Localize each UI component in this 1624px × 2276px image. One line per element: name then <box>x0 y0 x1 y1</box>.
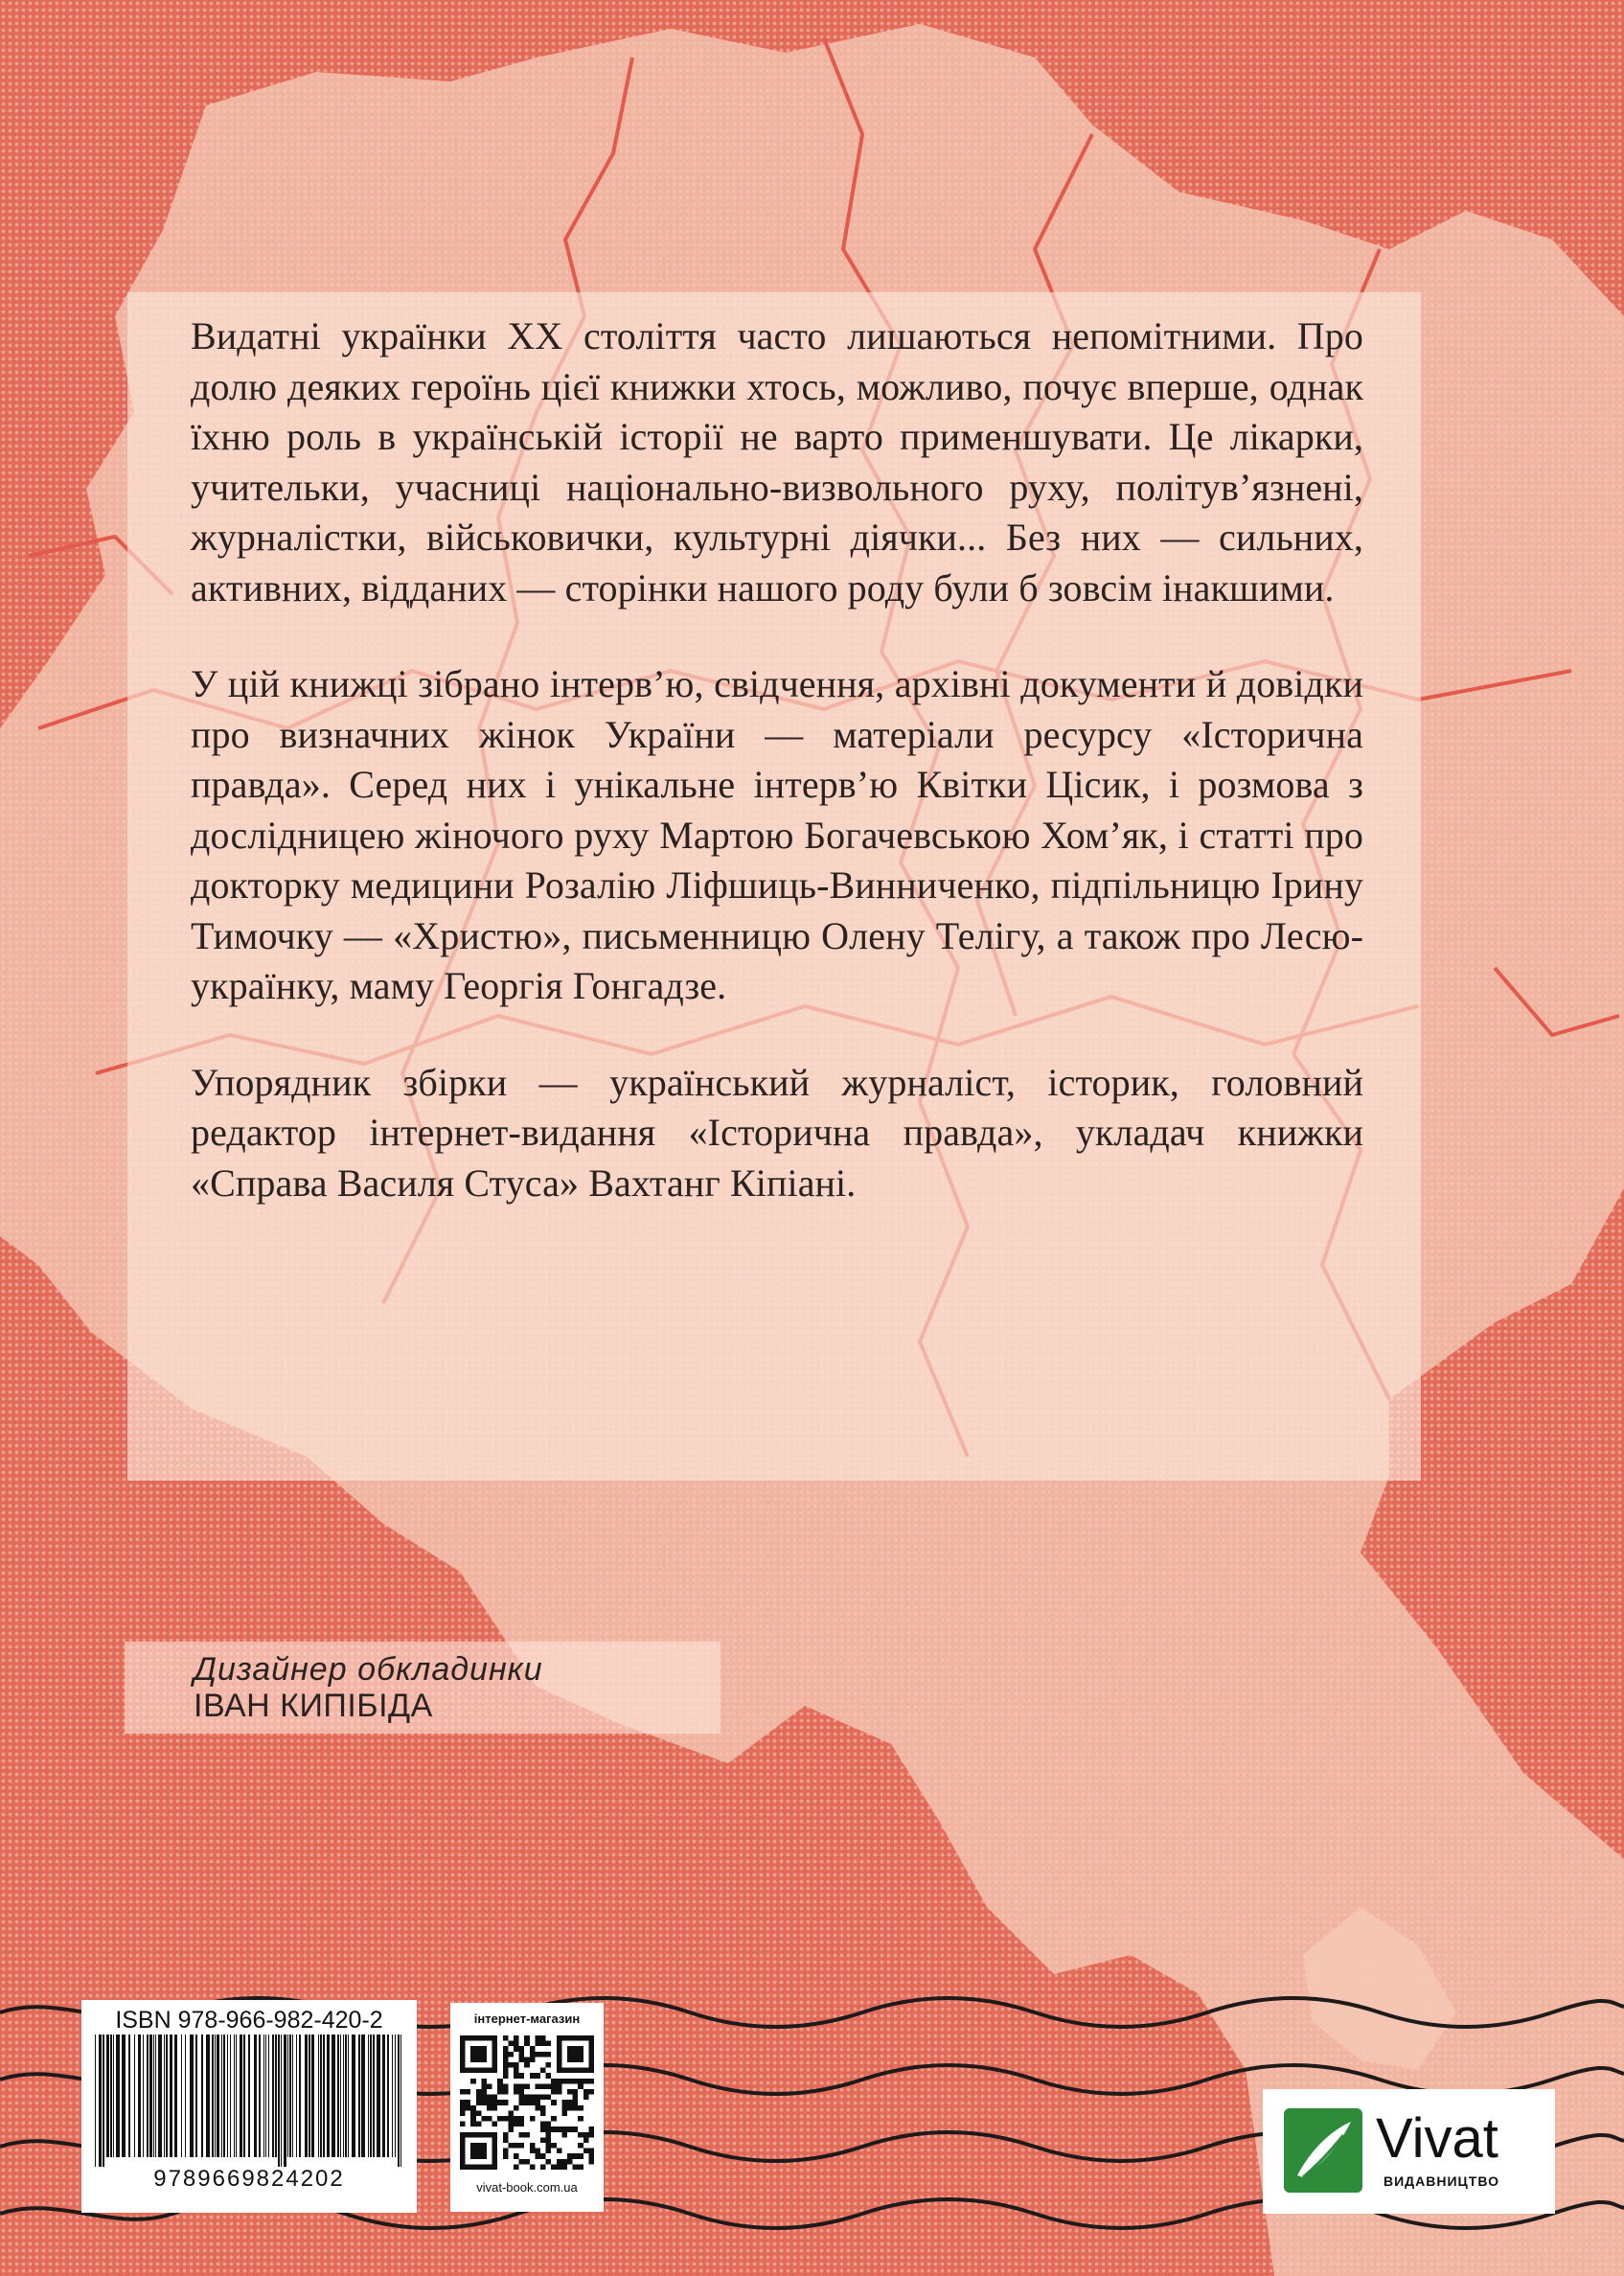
description-paragraph-3: Упорядник збірки — український журналіст, історик, головний редактор інтернет-видання «Історична правда», укладач книжки «Справа Василя Стуса» Вахтанг Кіпіані. <box>191 1060 1363 1205</box>
barcode-digits: 9789669824202 <box>153 2166 345 2192</box>
qr-caption-url: vivat-book.com.ua <box>476 2180 578 2195</box>
description-panel <box>127 292 1421 1481</box>
barcode-icon <box>91 2035 407 2167</box>
qr-code-icon <box>460 2035 594 2170</box>
designer-credit <box>125 1642 721 1734</box>
isbn-number: ISBN 978-966-982-420-2 <box>115 2007 383 2034</box>
designer-role: Дизайнер обкладинки <box>194 1651 543 1688</box>
vivat-leaf-icon <box>1284 2108 1362 2193</box>
publisher-logo <box>1263 2089 1555 2214</box>
publisher-name: Vivat <box>1376 2107 1498 2170</box>
description-paragraph-2: У цій книжці зібрано інтерв’ю, свідчення, архівні документи й довідки про визначних жінок України — матеріали ресурсу «Історична правда». Серед них і унікальне інтерв’ю Квітки Цісик, і розмова з дослідницею жіночого руху Мартою Богачевською Хом’як, і статті про докторку медицини Розалію Ліфшиць-Винниченко, підпільницю Ірину Тимочку — «Христю», письменницю Олену Телігу, а також про Лесю-українку, маму Георгія Гонгадзе. <box>191 662 1363 1007</box>
isbn-barcode <box>81 2000 417 2213</box>
description-paragraph-1: Видатні українки XX століття часто лишаються непомітними. Про долю деяких героїнь цієї книжки хтось, можливо, почує вперше, однак їхню роль в українській історії не варто применшувати. Це лікарки, учительки, учасниці національно-визвольного руху, політув’язнені, журналістки, військовички, культурні діячки... Без них — сильних, активних, відданих — сторінки нашого роду були б зовсім інакшими. <box>191 314 1363 609</box>
designer-name: ІВАН КИПІБІДА <box>194 1688 433 1724</box>
qr-code-block <box>450 2003 604 2212</box>
qr-caption-shop: інтернет-магазин <box>473 2012 581 2026</box>
publisher-subtitle: ВИДАВНИЦТВО <box>1384 2173 1499 2189</box>
